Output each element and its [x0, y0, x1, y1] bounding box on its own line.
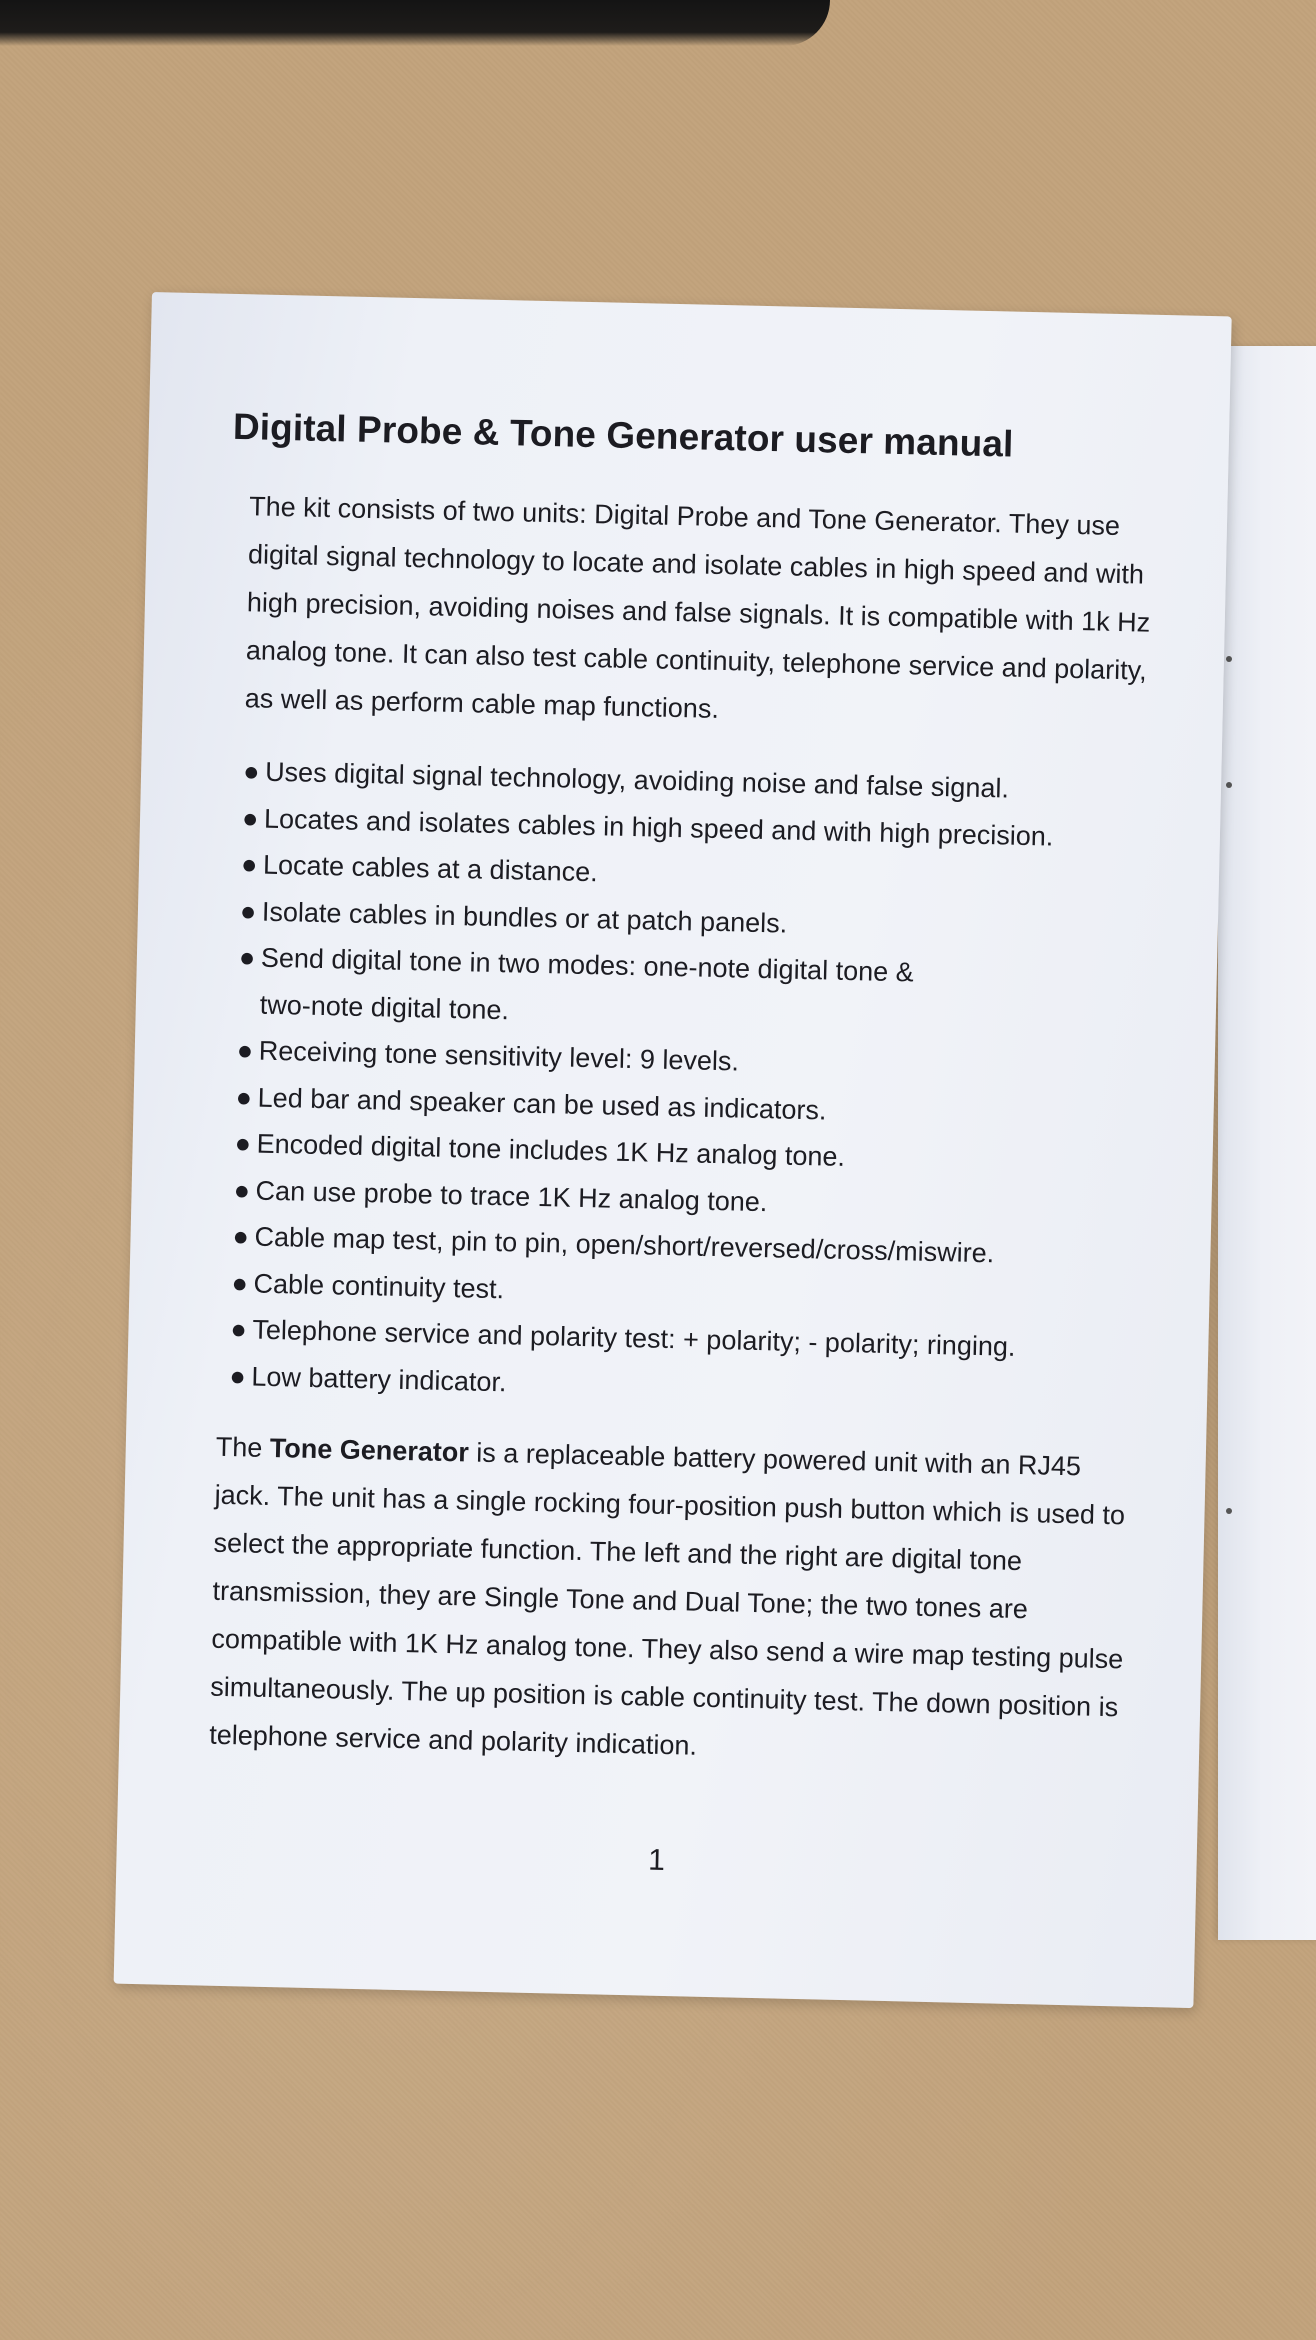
feature-text: two-note digital tone.: [259, 989, 510, 1025]
feature-text: Cable continuity test.: [253, 1268, 505, 1304]
tone-generator-paragraph: [209, 1423, 1136, 1780]
bullet-icon: ●: [234, 1128, 252, 1159]
feature-text: Receiving tone sensitivity level: 9 levels.: [258, 1035, 740, 1077]
bullet-icon: ●: [231, 1267, 249, 1298]
manual-title: Digital Probe & Tone Generator user manual: [232, 405, 1014, 465]
intro-paragraph: The kit consists of two units: Digital Probe and Tone Generator. They use digital signal technology to locate and isolate cables in high speed and with high precision, avoiding noises and false signals. It is compatible with 1k Hz analog tone. It can also test cable continuity, telephone service and polarity, as well as perform cable map functions.: [244, 491, 1151, 724]
bullet-icon: ●: [242, 756, 260, 787]
bullet-icon: ●: [239, 895, 257, 927]
feature-text: Uses digital signal technology, avoiding noise and false signal.: [264, 756, 1010, 804]
feature-text: Can use probe to trace 1K Hz analog tone.: [255, 1175, 768, 1217]
feature-text: Locate cables at a distance.: [262, 849, 599, 888]
feature-text: Telephone service and polarity test: + polarity; - polarity; ringing.: [252, 1314, 1016, 1362]
bullet-icon: ●: [233, 1174, 251, 1205]
feature-list: [229, 748, 1174, 1420]
tone-generator-term: Tone Generator: [269, 1432, 470, 1468]
feature-text: Encoded digital tone includes 1K Hz analog tone.: [256, 1128, 846, 1172]
feature-text: Send digital tone in two modes: one-note digital tone &: [260, 942, 915, 988]
background-dark-object: [0, 0, 830, 46]
feature-text: Led bar and speaker can be used as indicators.: [257, 1082, 827, 1126]
feature-text: Low battery indicator.: [251, 1361, 507, 1397]
bullet-icon: ●: [230, 1314, 248, 1345]
bullet-icon: ●: [238, 942, 256, 973]
page-content: [203, 406, 1163, 1780]
feature-text: Isolate cables in bundles or at patch panels.: [261, 896, 788, 939]
desc-prefix: The: [215, 1431, 271, 1463]
bullet-icon: ●: [235, 1081, 253, 1112]
feature-text: Cable map test, pin to pin, open/short/reversed/cross/miswire.: [254, 1221, 995, 1269]
page-number: 1: [647, 1843, 666, 1878]
staple-mark: [1226, 782, 1232, 788]
feature-text: Locates and isolates cables in high speed and with high precision.: [263, 803, 1054, 852]
staple-mark: [1226, 1508, 1232, 1514]
bullet-icon: ●: [240, 849, 258, 880]
next-page-edge: [1218, 346, 1316, 1940]
staple-mark: [1226, 656, 1232, 662]
bullet-icon: ●: [236, 1035, 254, 1066]
desc-body: is a replaceable battery powered unit with an RJ45 jack. The unit has a single rocking four-position push button which is used to select the appropriate function. The left and the right are digital tone transmission, they are Single Tone and Dual Tone; the two tones are compatible with 1K Hz analog tone. They also send a wire map testing pulse simultaneously. The up position is cable continuity test. The down position is telephone service and polarity indication.: [208, 1437, 1126, 1761]
bullet-icon: ●: [241, 802, 259, 834]
bullet-icon: ●: [232, 1221, 250, 1252]
bullet-icon: ●: [229, 1360, 247, 1391]
manual-page: [114, 292, 1232, 2008]
